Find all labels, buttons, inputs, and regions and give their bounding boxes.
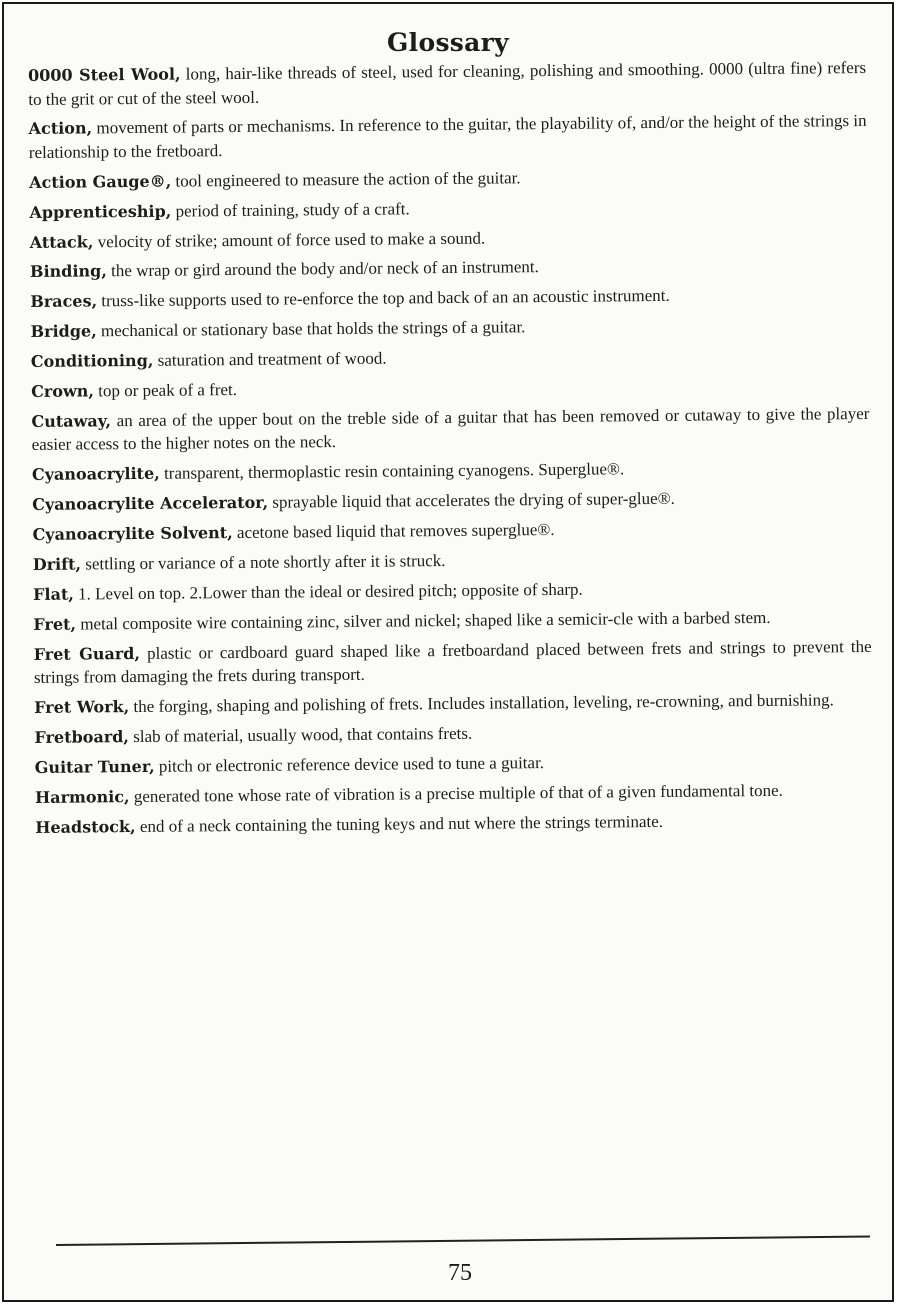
glossary-term: 0000 Steel Wool, bbox=[28, 64, 181, 85]
glossary-definition: tool engineered to measure the action of the guitar. bbox=[175, 168, 521, 191]
glossary-definition: mechanical or stationary base that holds the strings of a guitar. bbox=[100, 317, 526, 341]
glossary-term: Action Gauge®, bbox=[29, 171, 172, 192]
glossary-term: Guitar Tuner, bbox=[34, 756, 155, 777]
glossary-definition: the wrap or gird around the body and/or neck of an instrument. bbox=[111, 257, 539, 281]
glossary-definition: sprayable liquid that accelerates the drying of super-glue®. bbox=[272, 488, 675, 512]
glossary-definition: metal composite wire containing zinc, silver and nickel; shaped like a semicir-cle with a barbed stem. bbox=[80, 607, 771, 634]
glossary-definition: velocity of strike; amount of force used to make a sound. bbox=[97, 228, 486, 251]
glossary-term: Bridge, bbox=[30, 321, 97, 342]
glossary-entry bbox=[30, 282, 868, 314]
glossary-term: Harmonic, bbox=[34, 786, 130, 807]
glossary-definition: truss-like supports used to re-enforce the top and back of an an acoustic instrument. bbox=[101, 286, 670, 311]
glossary-term: Fret, bbox=[33, 614, 77, 634]
glossary-term: Fretboard, bbox=[34, 726, 130, 747]
glossary-definition: settling or variance of a note shortly after it is struck. bbox=[85, 550, 446, 574]
glossary-entry bbox=[30, 252, 868, 284]
glossary-definition: an area of the upper bout on the treble side of a guitar that has been removed or cutaway to give the player easier access to the higher notes on the neck. bbox=[31, 403, 870, 455]
glossary-entry bbox=[31, 342, 869, 374]
glossary-entry bbox=[32, 485, 870, 517]
glossary-definition: long, hair-like threads of steel, used for cleaning, polishing and smoothing. 0000 (ultra fine) refers to the grit or cut of the steel wool. bbox=[28, 57, 867, 109]
glossary-definition: generated tone whose rate of vibration is a precise multiple of that of a given fundamental tone. bbox=[133, 780, 783, 806]
glossary-entry bbox=[34, 688, 872, 720]
glossary-entry bbox=[34, 718, 872, 750]
glossary-term: Apprenticeship, bbox=[29, 201, 172, 222]
glossary-definition: saturation and treatment of wood. bbox=[157, 348, 387, 370]
glossary-term: Binding, bbox=[29, 261, 107, 282]
glossary-definition: 1. Level on top. 2.Lower than the ideal or desired pitch; opposite of sharp. bbox=[78, 579, 583, 604]
book-page bbox=[2, 2, 894, 1302]
glossary-definition: plastic or cardboard guard shaped like a fretboardand placed between frets and strings to prevent the strings from damaging the frets during transport. bbox=[33, 636, 872, 688]
glossary-term: Crown, bbox=[31, 381, 95, 402]
glossary-entry bbox=[34, 635, 872, 690]
glossary-definition: pitch or electronic reference device used to tune a guitar. bbox=[158, 752, 545, 776]
glossary-definition: top or peak of a fret. bbox=[98, 380, 238, 401]
page-number: 75 bbox=[448, 1260, 472, 1286]
glossary-entry bbox=[33, 545, 871, 577]
glossary-term: Drift, bbox=[32, 554, 82, 574]
glossary-term: Cyanoacrylite Accelerator, bbox=[32, 492, 269, 515]
glossary-entry bbox=[29, 193, 867, 225]
glossary-entry bbox=[33, 575, 871, 607]
glossary-entry bbox=[35, 778, 873, 810]
glossary-entry bbox=[29, 163, 867, 195]
glossary-definition: transparent, thermoplastic resin containing cyanogens. Superglue®. bbox=[163, 459, 625, 484]
glossary-term: Action, bbox=[28, 118, 93, 139]
glossary-term: Cutaway, bbox=[31, 411, 112, 431]
glossary-entry bbox=[35, 808, 873, 840]
glossary-term: Conditioning, bbox=[30, 350, 154, 372]
glossary-term: Cyanoacrylite, bbox=[31, 464, 160, 485]
glossary-term: Cyanoacrylite Solvent, bbox=[32, 523, 233, 545]
glossary-term: Fret Guard, bbox=[33, 643, 141, 664]
glossary-entry bbox=[32, 455, 870, 487]
glossary-entry bbox=[31, 402, 869, 457]
glossary-entry bbox=[35, 748, 873, 780]
glossary-definition: period of training, study of a craft. bbox=[175, 199, 410, 221]
glossary-entry bbox=[30, 312, 868, 344]
footer-divider bbox=[56, 1235, 870, 1246]
glossary-entries bbox=[28, 56, 873, 845]
page-title: Glossary bbox=[387, 28, 509, 57]
glossary-term: Attack, bbox=[29, 231, 94, 252]
glossary-entry bbox=[32, 515, 870, 547]
glossary-entry bbox=[28, 56, 866, 111]
glossary-entry bbox=[33, 605, 871, 637]
glossary-entry bbox=[31, 372, 869, 404]
glossary-term: Headstock, bbox=[35, 816, 136, 837]
glossary-term: Flat, bbox=[32, 584, 74, 604]
glossary-definition: acetone based liquid that removes superglue®. bbox=[236, 520, 555, 543]
glossary-definition: slab of material, usually wood, that contains frets. bbox=[133, 723, 473, 746]
glossary-definition: movement of parts or mechanisms. In reference to the guitar, the playability of, and/or the height of the strings in relationship to the fretboard. bbox=[28, 111, 867, 162]
glossary-term: Braces, bbox=[30, 291, 98, 312]
glossary-term: Fret Work, bbox=[34, 697, 130, 718]
glossary-definition: end of a neck containing the tuning keys and nut where the strings terminate. bbox=[139, 811, 664, 836]
glossary-entry bbox=[29, 109, 867, 164]
glossary-entry bbox=[30, 223, 868, 255]
glossary-definition: the forging, shaping and polishing of frets. Includes installation, leveling, re-crowning, and burnishing. bbox=[133, 690, 834, 717]
